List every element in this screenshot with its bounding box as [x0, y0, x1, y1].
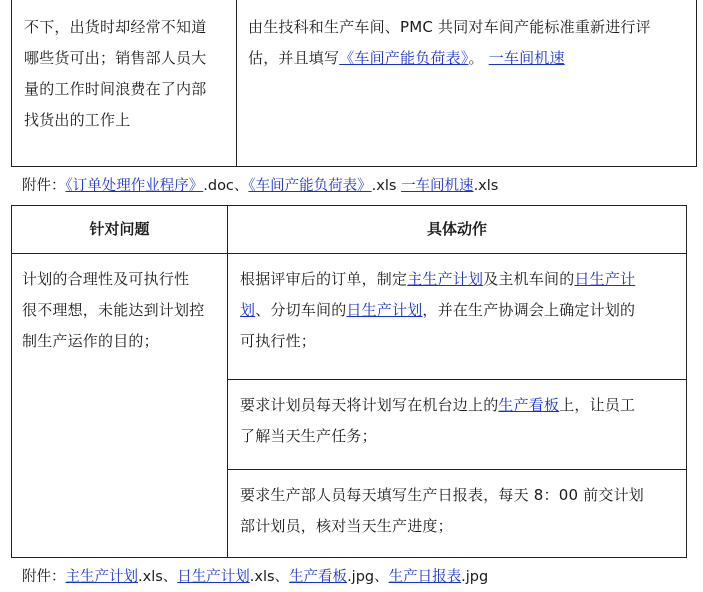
action-line: [248, 43, 693, 74]
file-ext: .xls: [371, 178, 402, 194]
action-text: 、分切车间的: [255, 301, 347, 319]
action-line: 部计划员，核对当天生产进度；: [240, 517, 453, 535]
workshop-speed-link-2[interactable]: 一车间机速: [401, 178, 474, 194]
problem-line: 计划的合理性及可执行性: [22, 270, 190, 288]
day-plan-link-2[interactable]: 日生产计划: [346, 301, 423, 319]
column-header-action: 具体动作: [426, 220, 487, 238]
capacity-load-table-link[interactable]: 《车间产能负荷表》: [339, 49, 469, 67]
file-ext: .doc、: [203, 178, 249, 194]
problem-line: 哪些货可出；销售部人员大: [24, 49, 207, 67]
action-line: 了解当天生产任务；: [240, 427, 377, 445]
attachments-line-2: [22, 566, 488, 588]
problem-cell-2: [22, 264, 224, 357]
file-ext: .jpg、: [347, 569, 389, 585]
action-text: 要求计划员每天将计划写在机台边上的: [240, 396, 499, 414]
action-text: 及主机车间的: [483, 270, 575, 288]
attachments-label: 附件：: [22, 178, 66, 194]
separator: 。: [468, 49, 484, 67]
problem-line: 不下，出货时却经常不知道: [24, 18, 207, 36]
problem-line: 找货出的工作上: [24, 111, 131, 129]
attachments-label: 附件：: [22, 569, 66, 585]
problem-line: 量的工作时间浪费在了内部: [24, 80, 207, 98]
plan-table-divider: [227, 206, 228, 557]
main-plan-link[interactable]: 主生产计划: [407, 270, 484, 288]
action-line: [240, 295, 684, 326]
problem-line: 制生产运作的目的；: [22, 332, 159, 350]
action-text: 根据评审后的订单，制定: [240, 270, 408, 288]
production-board-file-link[interactable]: 生产看板: [289, 569, 348, 585]
attachments-line-1: [22, 175, 498, 197]
problem-cell-1: [24, 12, 232, 136]
action-line: 由生技科和生产车间、PMC 共同对车间产能标准重新进行评: [248, 18, 651, 36]
workshop-speed-link[interactable]: 一车间机速: [488, 49, 565, 67]
file-ext: .xls: [473, 178, 499, 194]
action-cell-1: [248, 12, 693, 74]
action-row-3: [240, 480, 684, 542]
action-text: 上，让员工: [559, 396, 636, 414]
main-plan-file-link[interactable]: 主生产计划: [65, 569, 138, 585]
daily-report-file-link[interactable]: 生产日报表: [388, 569, 462, 585]
day-plan-file-link[interactable]: 日生产计划: [177, 569, 250, 585]
row-rule-2: [228, 469, 686, 470]
file-ext: .xls、: [249, 569, 290, 585]
top-table-divider: [236, 0, 237, 166]
action-row-2: [240, 390, 684, 452]
day-plan-link-cont[interactable]: 划: [240, 301, 256, 319]
file-ext: .xls、: [138, 569, 178, 585]
action-line: 可执行性；: [240, 332, 317, 350]
capacity-load-table-link-2[interactable]: 《车间产能负荷表》: [248, 178, 372, 194]
action-text: 估，并且填写: [248, 49, 340, 67]
problem-line: 很不理想，未能达到计划控: [22, 301, 205, 319]
column-header-problem: 针对问题: [89, 220, 150, 238]
row-rule-1: [228, 379, 686, 380]
production-board-link[interactable]: 生产看板: [498, 396, 560, 414]
file-ext: .jpg: [461, 569, 489, 585]
header-rule: [12, 253, 686, 254]
action-line: [240, 390, 684, 421]
action-line: 要求生产部人员每天填写生产日报表，每天 8：00 前交计划: [240, 486, 644, 504]
order-procedure-link[interactable]: 《订单处理作业程序》: [65, 178, 204, 194]
day-plan-link[interactable]: 日生产计: [574, 270, 636, 288]
action-row-1: [240, 264, 684, 357]
action-text: ，并在生产协调会上确定计划的: [422, 301, 636, 319]
action-line: [240, 264, 684, 295]
